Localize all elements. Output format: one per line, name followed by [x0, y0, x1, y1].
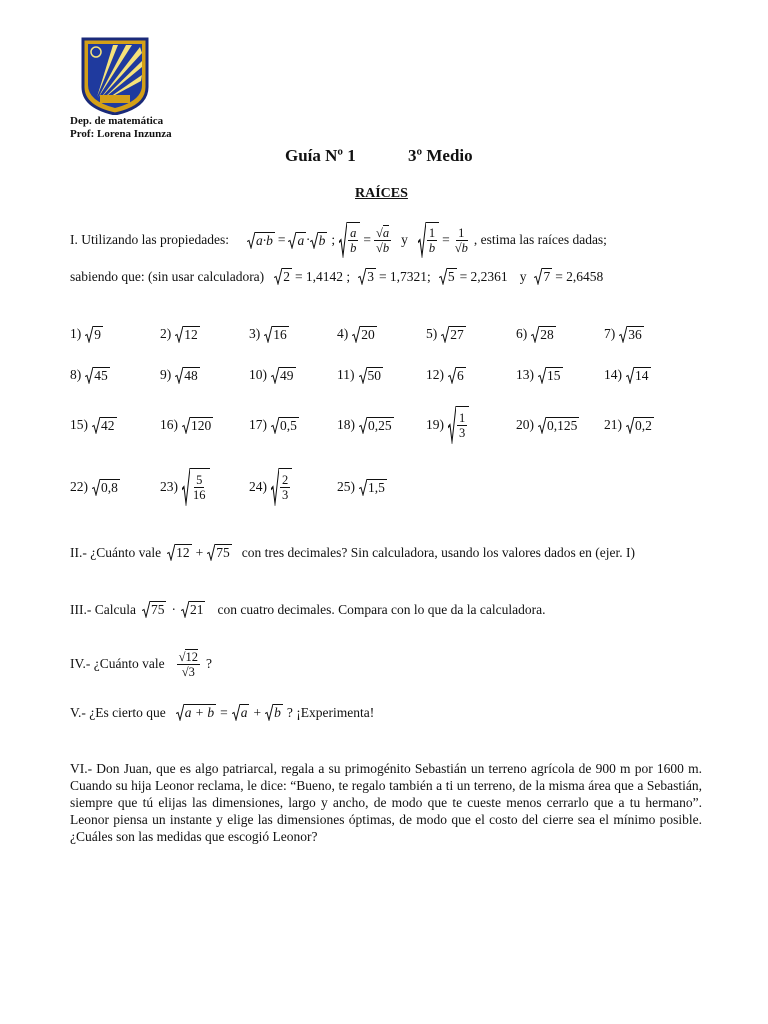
part1-intro-end: , estima las raíces dadas;	[473, 232, 607, 247]
exercise-radical: $\frac{5}{16}$	[182, 468, 210, 506]
exercise-item	[604, 355, 651, 395]
exercise-number: 12)	[426, 367, 444, 382]
part2-line	[70, 544, 635, 561]
exercise-radical: 12	[175, 326, 200, 343]
exercise-item	[604, 314, 644, 354]
part4-post: ?	[205, 656, 212, 671]
exercise-item	[337, 314, 377, 354]
exercise-item	[426, 355, 466, 395]
exercise-item	[604, 405, 654, 445]
grade-title: 3º Medio	[408, 146, 473, 165]
part5-expression: a + b = a + b	[176, 704, 283, 721]
exercise-number: 2)	[160, 326, 172, 341]
exercise-radical: $\frac{1}{3}$	[448, 406, 469, 444]
exercise-radical: $\frac{2}{3}$	[271, 468, 292, 506]
exercise-item	[426, 314, 466, 354]
exercise-item	[516, 355, 563, 395]
exercise-radical: 1,5	[359, 479, 387, 496]
exercise-number: 21)	[604, 417, 622, 432]
part1-properties-line	[70, 220, 607, 260]
section-title: RAÍCES	[355, 186, 408, 201]
exercise-radical: 42	[92, 417, 117, 434]
exercise-item	[70, 405, 117, 445]
exercise-item	[160, 467, 210, 507]
part3-expression: 75 · 21	[142, 601, 206, 618]
exercise-item	[160, 405, 213, 445]
exercise-item	[70, 355, 110, 395]
exercise-item	[337, 467, 387, 507]
exercise-item	[249, 405, 299, 445]
exercise-item	[337, 405, 394, 445]
known-value: 7 = 2,6458	[534, 268, 603, 285]
property-product: a·b = a · b	[247, 232, 327, 249]
part1-intro: I. Utilizando las propiedades:	[70, 232, 229, 247]
exercise-item	[426, 405, 469, 445]
exercise-number: 20)	[516, 417, 534, 432]
exercise-number: 8)	[70, 367, 82, 382]
known-value: 3 = 1,7321;	[358, 268, 431, 285]
exercise-radical: 16	[264, 326, 289, 343]
part6-paragraph: VI.- Don Juan, que es algo patriarcal, regala a su primogénito Sebastián un terreno agrícola de 900 m por 1600 m. Cuando su hija Leonor reclama, le dice: “Bueno, te regalo también a ti un terreno, de la misma área que a Sebastián, siempre que tú elijas las dimensiones, largo y ancho, de modo que te cueste menos cerrarlo que a tu hermano”. Leonor piensa un instante y elige las dimensiones óptimas, de modo que el costo del cierre sea el mínimo posible. ¿Cuáles son las medidas que escogió Leonor?	[70, 761, 702, 844]
part1-line2: sabiendo que: (sin usar calculadora)	[70, 268, 265, 284]
exercise-number: 24)	[249, 479, 267, 494]
exercise-item	[70, 467, 120, 507]
part1-known-line	[70, 268, 607, 285]
exercise-radical: 0,8	[92, 479, 120, 496]
exercise-radical: 48	[175, 367, 200, 384]
school-crest-icon	[80, 37, 150, 115]
sep-semicolon: ;	[331, 232, 336, 247]
exercise-radical: 50	[359, 367, 384, 384]
exercise-radical: 6	[448, 367, 466, 384]
exercise-radical: 15	[538, 367, 563, 384]
part3-pre: III.- Calcula	[70, 601, 136, 617]
exercise-number: 18)	[337, 417, 355, 432]
exercise-number: 16)	[160, 417, 178, 432]
exercise-number: 22)	[70, 479, 88, 494]
exercise-item	[337, 355, 383, 395]
part4-fraction: $\frac{√12}{√3}$	[178, 649, 198, 679]
exercise-number: 10)	[249, 367, 267, 382]
exercise-radical: 36	[619, 326, 644, 343]
exercise-number: 14)	[604, 367, 622, 382]
and-label: y	[401, 232, 408, 247]
exercise-radical: 120	[182, 417, 213, 434]
known-values	[274, 268, 607, 285]
part4-line	[70, 642, 212, 686]
exercise-number: 4)	[337, 326, 349, 341]
exercise-number: 5)	[426, 326, 438, 341]
exercise-number: 3)	[249, 326, 261, 341]
exercise-number: 13)	[516, 367, 534, 382]
exercise-number: 6)	[516, 326, 528, 341]
exercise-radical: 0,5	[271, 417, 299, 434]
exercise-item	[249, 355, 296, 395]
part2-post: con tres decimales? Sin calculadora, usando los valores dados en (ejer. I)	[241, 544, 635, 560]
exercise-radical: 0,25	[359, 417, 394, 434]
exercise-number: 19)	[426, 417, 444, 432]
exercise-radical: 0,2	[626, 417, 654, 434]
department-label: Dep. de matemática	[70, 115, 164, 127]
exercise-number: 17)	[249, 417, 267, 432]
exercise-item	[70, 314, 103, 354]
exercise-radical: 28	[531, 326, 556, 343]
exercise-item	[249, 314, 289, 354]
exercise-number: 23)	[160, 479, 178, 494]
teacher-label: Prof: Lorena Inzunza	[70, 128, 172, 140]
exercise-number: 25)	[337, 479, 355, 494]
exercise-radical: 20	[352, 326, 377, 343]
known-value: 5 = 2,2361	[439, 268, 508, 285]
part5-line	[70, 704, 374, 721]
exercise-item	[160, 355, 200, 395]
part5-post: ? ¡Experimenta!	[286, 704, 375, 720]
exercise-radical: 9	[85, 326, 103, 343]
exercise-item	[516, 405, 579, 445]
exercise-radical: 0,125	[538, 417, 579, 434]
exercise-radical: 49	[271, 367, 296, 384]
exercise-number: 1)	[70, 326, 82, 341]
exercise-item	[249, 467, 292, 507]
known-and-label: y	[519, 268, 527, 284]
part3-line	[70, 601, 545, 618]
exercise-number: 15)	[70, 417, 88, 432]
exercise-number: 7)	[604, 326, 616, 341]
part3-post: con cuatro decimales. Compara con lo que da la calculadora.	[217, 601, 546, 617]
part2-pre: II.- ¿Cuánto vale	[70, 544, 162, 560]
known-value: 2 = 1,4142 ;	[274, 268, 350, 285]
property-quotient: $\frac{a}{b}$ = $\frac{√a}{√b}$	[339, 222, 391, 258]
exercise-number: 11)	[337, 367, 355, 382]
guide-title: Guía Nº 1	[285, 146, 356, 165]
exercise-radical: 14	[626, 367, 651, 384]
part2-expression: 12 + 75	[167, 544, 232, 561]
exercise-radical: 45	[85, 367, 110, 384]
part4-pre: IV.- ¿Cuánto vale	[70, 656, 165, 671]
exercise-item	[160, 314, 200, 354]
exercise-item	[516, 314, 556, 354]
exercise-number: 9)	[160, 367, 172, 382]
property-reciprocal: $\frac{1}{b}$ = $\frac{1}{√b}$	[418, 222, 470, 258]
part5-pre: V.- ¿Es cierto que	[70, 704, 166, 720]
exercise-radical: 27	[441, 326, 466, 343]
